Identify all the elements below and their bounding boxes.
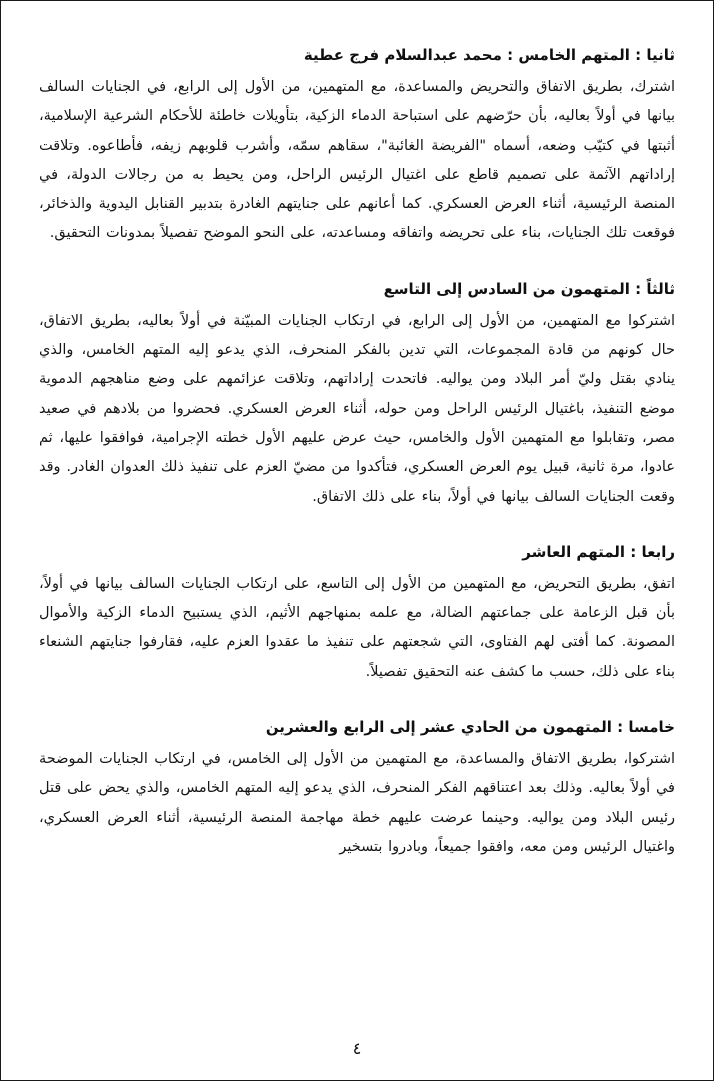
section-heading: خامسا : المتهمون من الحادي عشر إلى الرابع والعشرين [265, 718, 675, 737]
section-paragraph: اشترك، بطريق الاتفاق والتحريض والمساعدة، مع المتهمين، من الأول إلى الرابع، في الجنايات السالف بيانها في أولاً بعاليه، بأن حرّضهم على استباحة الدماء الزكية، بتأويلات خاطئة للأحكام الشرعية الإسلامية، أثبتها في كتيّب وضعه، أسماه "الفريضة الغائبة"، سقاهم سمّه، وأشرب قلوبهم زيفه، فأطاعوه. وتلاقت إراداتهم الآثمة على تصميم قاطع على اغتيال الرئيس الراحل، ومن يحيط به من رجالات الدولة، في المنصة الرئيسية، أثناء العرض العسكري. كما أعانهم على جنايتهم الغادرة بتدبير القنابل اليدوية والذخائر، فوقعت تلك الجنايات، بناء على تحريضه واتفاقه ومساعدته، على النحو الموضح تفصيلاً بمدونات التحقيق. [39, 79, 675, 242]
section-paragraph: اشتركوا مع المتهمين، من الأول إلى الرابع، في ارتكاب الجنايات المبيّنة في أولاً بعاليه، بطريق الاتفاق، حال كونهم من قادة المجموعات، التي تدين بالفكر المنحرف، الذي يدعو إليه المتهم الخامس، والذي ينادي بقتل وليّ أمر البلاد ومن يواليه. فاتحدت إراداتهم، وتلاقت عزائمهم على وضع مناهجهم الدموية موضع التنفيذ، باغتيال الرئيس الراحل ومن حوله، أثناء العرض العسكري. فحضروا من بلادهم في صعيد مصر، وتقابلوا مع المتهمين الأول والخامس، حيث عرض عليهم الأول خطته الإجرامية، فوافقوا عليها، ثم عادوا، مرة ثانية، قبيل يوم العرض العسكري، فتأكدوا من مضيّ العزم على تنفيذ ذلك العدوان الغادر. وقد وقعت الجنايات السالف بيانها في أولاً، بناء على ذلك الاتفاق. [39, 312, 675, 505]
section-defendants-eleven-to-twentyfour [39, 713, 675, 862]
section-heading: ثانيا : المتهم الخامس : محمد عبدالسلام فرج عطية [303, 46, 675, 64]
section-defendants-six-to-nine [39, 275, 675, 512]
section-paragraph: اتفق، بطريق التحريض، مع المتهمين من الأول إلى التاسع، على ارتكاب الجنايات السالف بيانها في أولاً، بأن قبل الزعامة على جماعتهم الضالة، مع علمه بمنهاجهم الأثيم، الذي يستبيح الدماء الزكية والأموال المصونة. كما أفتى لهم الفتاوى، التي شجعتهم على تنفيذ ما عقدوا العزم عليه، فقارفوا جنايتهم الشنعاء بناء على ذلك، حسب ما كشف عنه التحقيق تفصيلاً. [39, 575, 675, 680]
section-defendant-five [39, 41, 675, 249]
section-heading: ثالثاً : المتهمون من السادس إلى التاسع [383, 279, 675, 298]
section-paragraph: اشتركوا، بطريق الاتفاق والمساعدة، مع المتهمين من الأول إلى الخامس، في ارتكاب الجنايات الموضحة في أولاً بعاليه. وذلك بعد اعتناقهم الفكر المنحرف، الذي يدعو إليه المتهم الخامس، والذي يحض على قتل رئيس البلاد ومن يواليه. وحينما عرضت عليهم خطة مهاجمة المنصة الرئيسية، أثناء العرض العسكري، واغتيال الرئيس ومن معه، وافقوا جميعاً، وبادروا بتسخير [39, 751, 675, 855]
document-content [1, 1, 713, 862]
page-number: ٤ [352, 1039, 362, 1058]
section-heading: رابعا : المتهم العاشر [522, 542, 675, 561]
section-defendant-ten [39, 538, 675, 687]
